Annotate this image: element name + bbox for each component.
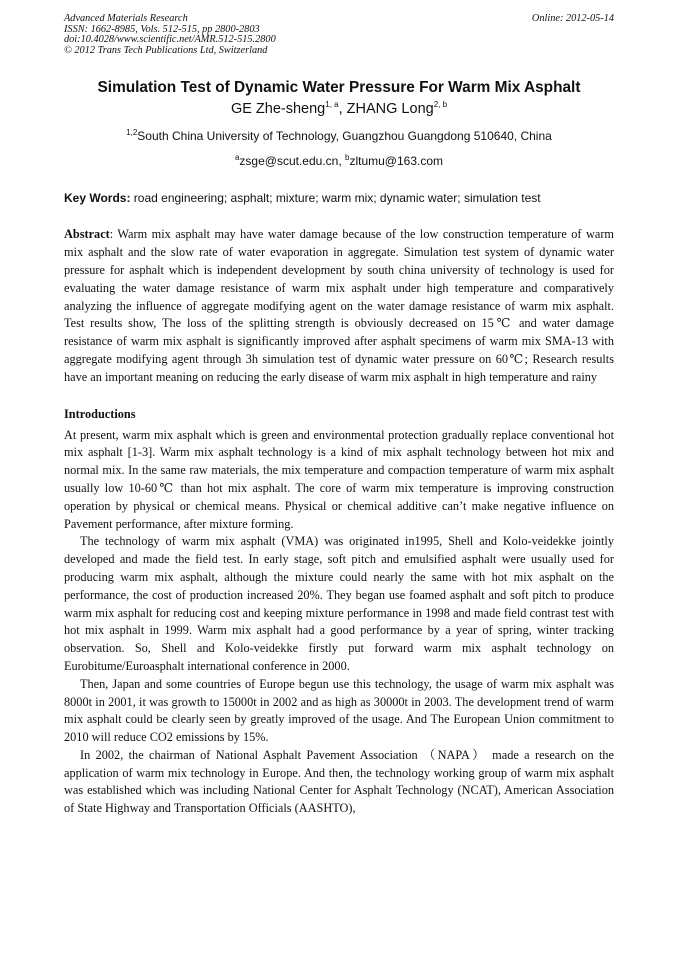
email-a-mark: a — [234, 153, 240, 163]
author-1: GE Zhe-sheng — [230, 101, 326, 118]
email-b[interactable]: zltumu@163.com — [349, 154, 444, 169]
author-line — [64, 100, 614, 118]
affiliation-mark: 1,2 — [126, 128, 138, 138]
copyright-line: © 2012 Trans Tech Publications Ltd, Switzerland — [64, 44, 268, 56]
abstract-text: : Warm mix asphalt may have water damage because of the low construction temperature of warm mix asphalt and the slow rate of water evaporation in aggregate. Simulation test system of dynamic water pressure for asphalt which is independent development by south china university of technology is used for evaluating the water damage resistance of warm mix asphalt under high temperature and comparatively analyzing the influence of aggregate modifying agent on the water damage resistance of warm mix asphalt. Test results show, The loss of the splitting strength is obviously decreased on 15℃ and water damage resistance of warm mix asphalt is significantly improved after asphalt specimens of warm mix SMA-13 with aggregate modifying agent through 3h simulation test of dynamic water pressure on 60℃; Research results have an important meaning on reducing the early disease of warm mix asphalt in high temperature and rainy — [64, 227, 614, 384]
abstract-label: Abstract — [64, 227, 110, 242]
author-1-affil-mark: 1, a — [325, 100, 339, 110]
intro-paragraph-4: In 2002, the chairman of National Asphalt Pavement Association （NAPA） made a research on the application of warm mix technology in Europe. And then, the technology working group of warm mix asphalt was established which was including National Center for Asphalt Technology (NCAT), American Association of State Highway and Transportation Officials (AASHTO), — [64, 747, 614, 816]
author-2: ZHANG Long — [346, 101, 434, 118]
keywords-label: Key Words: — [64, 191, 131, 206]
intro-paragraph-1: At present, warm mix asphalt which is green and environmental protection gradually replace conventional hot mix asphalt [1-3]. Warm mix asphalt technology is a kind of mix asphalt technology between hot mix and normal mix. In the same raw materials, the mix temperature and compaction temperature of warm mix asphalt usually low 10-60℃ than hot mix asphalt. The core of warm mix temperature is improving construction operation by physical or chemical means. Physical or chemical additive can’t make negative influence on Pavement performance, after mixture forming. — [64, 427, 614, 531]
online-date: Online: 2012-05-14 — [531, 13, 614, 24]
affiliation-line — [64, 129, 614, 144]
journal-header — [64, 14, 614, 56]
introduction-heading: Introductions — [64, 406, 136, 421]
affiliation-text: South China University of Technology, Guangzhou Guangdong 510640, China — [137, 129, 552, 144]
journal-name: Advanced Materials Research — [64, 13, 188, 24]
issn-line: ISSN: 1662-8985, Vols. 512-515, pp 2800-2803 — [64, 23, 260, 35]
keywords-line — [64, 191, 614, 206]
intro-paragraph-2: The technology of warm mix asphalt (VMA) was originated in1995, Shell and Kolo-veidekke jointly developed and made the field test. In early stage, soft pitch and emulsified asphalt were usually used for producing warm mix asphalt, although the mixture could nearly the same with hot mix asphalt on the performance, the cost of production increased 20%. They began use foamed asphalt and soft pitch to produce warm mix asphalt for reducing cost and keeping mixture performance in 1998 and made field contrast test with hot mix asphalt in 1999. Warm mix asphalt had a good performance by a year of spring, winter tracking observation. So, Shell and Kolo-veidekke firstly put forward warm mix asphalt technology on Eurobitume/Euroasphalt international conference in 2000. — [64, 534, 614, 673]
abstract-section — [64, 226, 614, 386]
keywords-text: road engineering; asphalt; mixture; warm mix; dynamic water; simulation test — [130, 191, 541, 206]
email-b-mark: b — [345, 153, 350, 163]
author-separator: , — [338, 101, 347, 118]
doi-line[interactable]: doi:10.4028/www.scientific.net/AMR.512-515.2800 — [64, 34, 276, 46]
email-a[interactable]: zsge@scut.edu.cn, — [239, 154, 345, 169]
intro-paragraph-3: Then, Japan and some countries of Europe begun use this technology, the usage of warm mix asphalt was 8000t in 2001, it was growth to 15000t in 2002 and as high as 30000t in 2003. The development trend of warm mix asphalt could be clearly seen by greatly improved of the usage. And The European Union commitment to 2010 will reduce CO2 emissions by 15%. — [64, 676, 614, 745]
author-2-affil-mark: 2, b — [433, 100, 448, 110]
paper-title: Simulation Test of Dynamic Water Pressure For Warm Mix Asphalt — [97, 79, 581, 97]
abstract-paragraph — [64, 226, 614, 386]
email-line — [64, 154, 614, 169]
